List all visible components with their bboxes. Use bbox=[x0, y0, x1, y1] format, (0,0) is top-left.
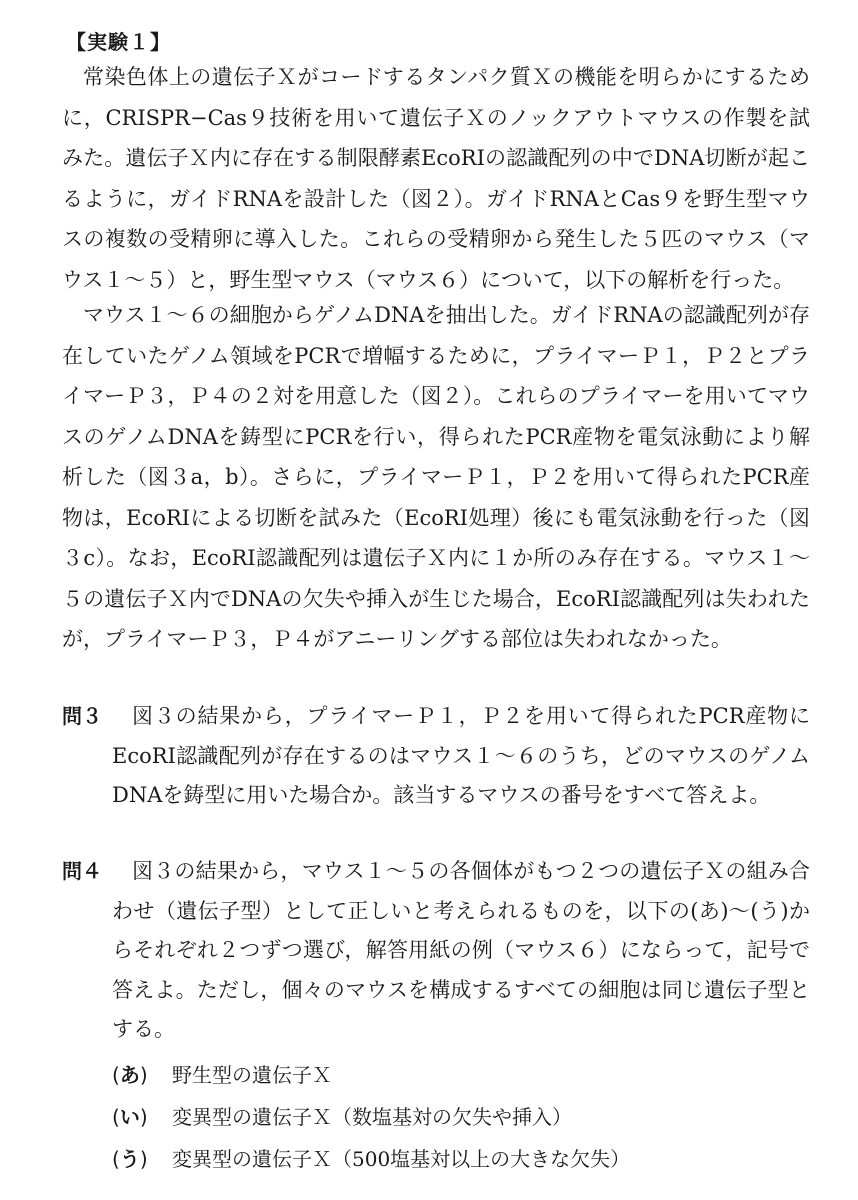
section-heading: 【実験１】 bbox=[66, 30, 171, 54]
option-i-text: 変異型の遺伝子Ｘ（数塩基対の欠失や挿入） bbox=[172, 1104, 572, 1129]
question-3-label: 問３ bbox=[62, 704, 102, 728]
answer-options bbox=[112, 1052, 630, 1178]
option-u-text: 変異型の遺伝子Ｘ（500塩基対以上の大きな欠失） bbox=[172, 1146, 631, 1171]
question-4 bbox=[62, 852, 810, 1050]
paragraph-experiment-method: マウス１〜６の細胞からゲノムDNAを抽出した。ガイドRNAの認識配列が存在していたゲノム領域をPCRで増幅するために，プライマーＰ１，Ｐ２とプライマーＰ３，Ｐ４の２対を用意した（図２）。これらのプライマーを用いてマウスのゲノムDNAを鋳型にPCRを行い，得られたPCR産物を電気泳動により解析した（図３a，b）。さらに，プライマーＰ１，Ｐ２を用いて得られたPCR産物は，EcoRIによる切断を試みた（EcoRI処理）後にも電気泳動を行った（図３c）。なお，EcoRI認識配列は遺伝子Ｘ内に１か所のみ存在する。マウス１〜５の遺伝子Ｘ内でDNAの欠失や挿入が生じた場合，EcoRI認識配列は失われたが，プライマーＰ３，Ｐ４がアニーリングする部位は失われなかった。 bbox=[62, 303, 810, 651]
question-4-label: 問４ bbox=[62, 859, 102, 883]
option-a-label: (あ) bbox=[112, 1062, 148, 1087]
question-4-text: 図３の結果から，マウス１〜５の各個体がもつ２つの遺伝子Ｘの組み合わせ（遺伝子型）として正しいと考えられるものを，以下の(あ)〜(う)からそれぞれ２つずつ選び，解答用紙の例（マウス６）にならって，記号で答えよ。ただし，個々のマウスを構成するすべての細胞は同じ遺伝子型とする。 bbox=[112, 859, 810, 1041]
option-a bbox=[112, 1052, 630, 1094]
option-a-text: 野生型の遺伝子Ｘ bbox=[172, 1062, 332, 1087]
question-3-text: 図３の結果から，プライマーＰ１，Ｐ２を用いて得られたPCR産物にEcoRI認識配列が存在するのはマウス１〜６のうち，どのマウスのゲノムDNAを鋳型に用いた場合か。該当するマウスの番号をすべて答えよ。 bbox=[112, 704, 810, 807]
option-u bbox=[112, 1136, 630, 1178]
option-u-label: (う) bbox=[112, 1146, 148, 1171]
paragraph-experiment-intro: 常染色体上の遺伝子Ｘがコードするタンパク質Ｘの機能を明らかにするために，CRISPR−Cas９技術を用いて遺伝子Ｘのノックアウトマウスの作製を試みた。遺伝子Ｘ内に存在する制限酵素EcoRIの認識配列の中でDNA切断が起こるように，ガイドRNAを設計した（図２）。ガイドRNAとCas９を野生型マウスの複数の受精卵に導入した。これらの受精卵から発生した５匹のマウス（マウス１〜５）と，野生型マウス（マウス６）について，以下の解析を行った。 bbox=[62, 65, 810, 292]
option-i bbox=[112, 1094, 630, 1136]
question-3 bbox=[62, 697, 810, 816]
option-i-label: (い) bbox=[112, 1104, 148, 1129]
